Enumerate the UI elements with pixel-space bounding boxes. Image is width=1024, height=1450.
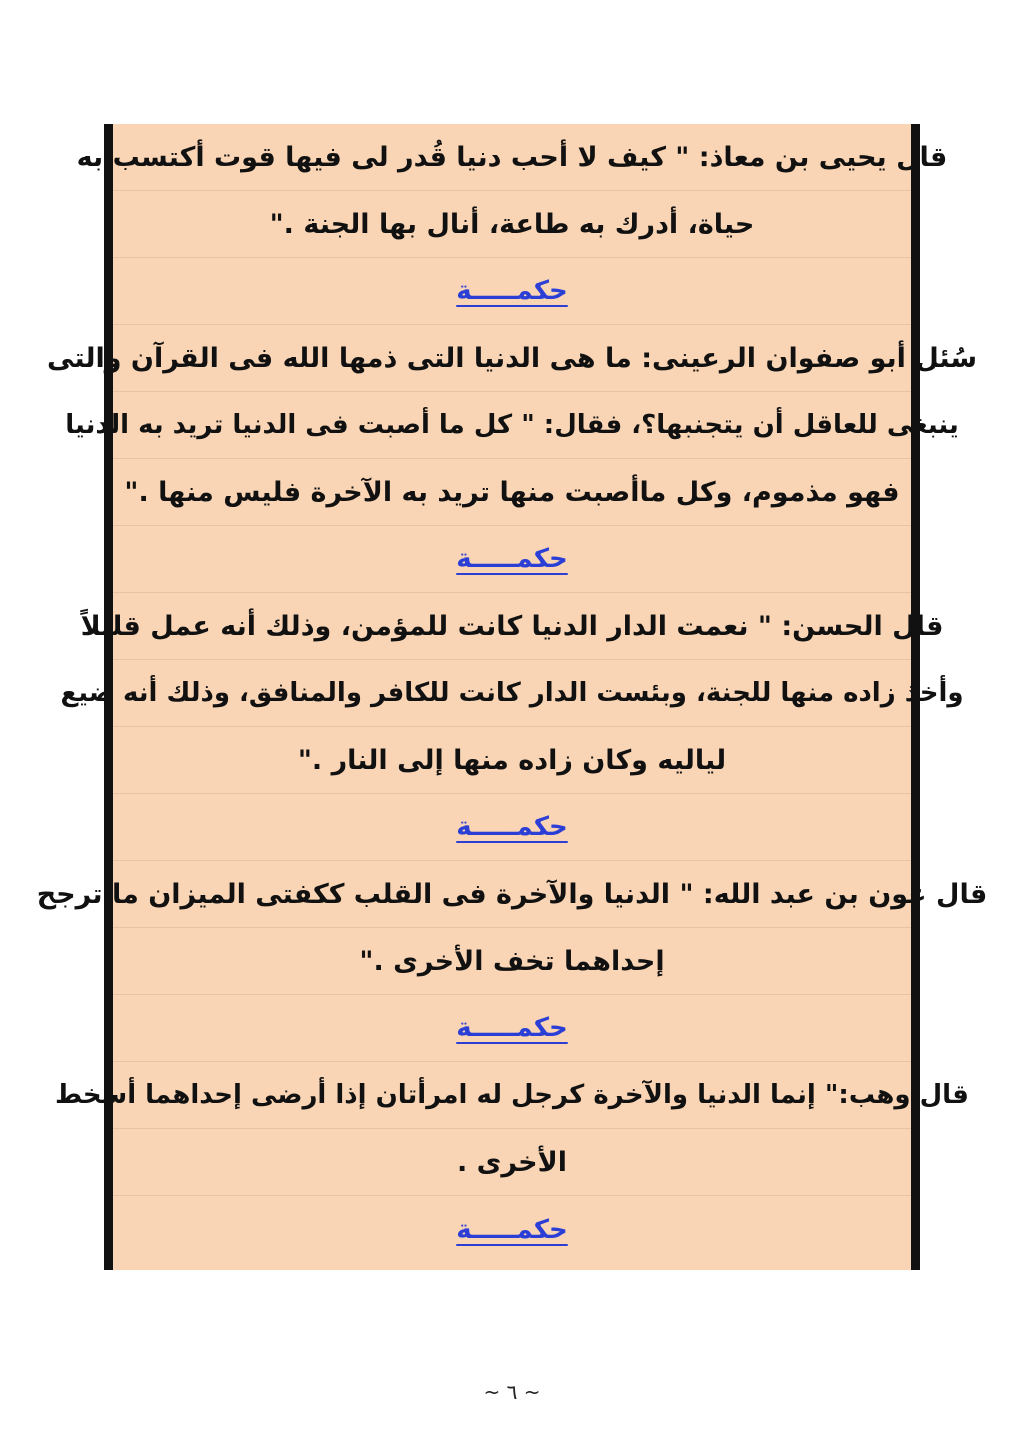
quote-line: قال الحسن: " نعمت الدار الدنيا كانت للمؤمن، وذلك أنه عمل قليلاً	[80, 610, 944, 642]
quote-line: حياة، أدرك به طاعة، أنال بها الجنة ."	[269, 208, 755, 240]
quote-row	[113, 459, 911, 526]
section-heading-row	[113, 258, 911, 325]
quote-line: لياليه وكان زاده منها إلى النار ."	[297, 744, 727, 776]
quote-line: سُئل أبو صفوان الرعينى: ما هى الدنيا التى ذمها الله فى القرآن والتى	[47, 342, 977, 374]
quote-line: الأخرى .	[456, 1146, 568, 1178]
page-number: ~ ٦ ~	[483, 1380, 541, 1404]
quote-row	[47, 325, 977, 392]
quote-row	[76, 124, 948, 191]
section-heading-row	[113, 1196, 911, 1263]
quote-line: ينبغى للعاقل أن يتجنبها؟، فقال: " كل ما أصبت فى الدنيا تريد به الدنيا	[65, 410, 959, 440]
quote-line: وأخذ زاده منها للجنة، وبئست الدار كانت للكافر والمنافق، وذلك أنه ضيع	[60, 678, 964, 708]
section-heading-link[interactable]: حكمـــــة	[456, 1214, 568, 1245]
quote-line: إحداهما تخف الأخرى ."	[359, 945, 665, 977]
quote-line: قال يحيى بن معاذ: " كيف لا أحب دنيا قُدر لى فيها قوت أكتسب به	[76, 141, 948, 173]
section-heading-row	[113, 526, 911, 593]
quote-row	[60, 660, 964, 727]
section-heading-link[interactable]: حكمـــــة	[456, 544, 568, 574]
quote-row	[113, 1129, 911, 1196]
quote-table	[36, 124, 988, 1270]
section-heading-row	[113, 794, 911, 861]
section-heading-link[interactable]: حكمـــــة	[456, 276, 568, 306]
quote-row	[113, 191, 911, 258]
quote-row	[55, 1062, 969, 1129]
section-heading-link[interactable]: حكمـــــة	[456, 1013, 568, 1043]
quote-row	[80, 593, 944, 660]
quote-row	[113, 928, 911, 995]
quote-row	[65, 392, 959, 459]
section-heading-link[interactable]: حكمـــــة	[456, 812, 568, 842]
quote-row	[36, 861, 988, 928]
quote-row	[113, 727, 911, 794]
quote-line: قال وهب:" إنما الدنيا والآخرة كرجل له امرأتان إذا أرضى إحداهما أسخط	[55, 1080, 969, 1110]
section-heading-row	[113, 995, 911, 1062]
quote-line: فهو مذموم، وكل ماأصبت منها تريد به الآخرة فليس منها ."	[124, 476, 900, 508]
quote-rows	[36, 124, 988, 1270]
quote-line: قال عون بن عبد الله: " الدنيا والآخرة فى القلب ككفتى الميزان ما ترجح	[36, 878, 988, 910]
